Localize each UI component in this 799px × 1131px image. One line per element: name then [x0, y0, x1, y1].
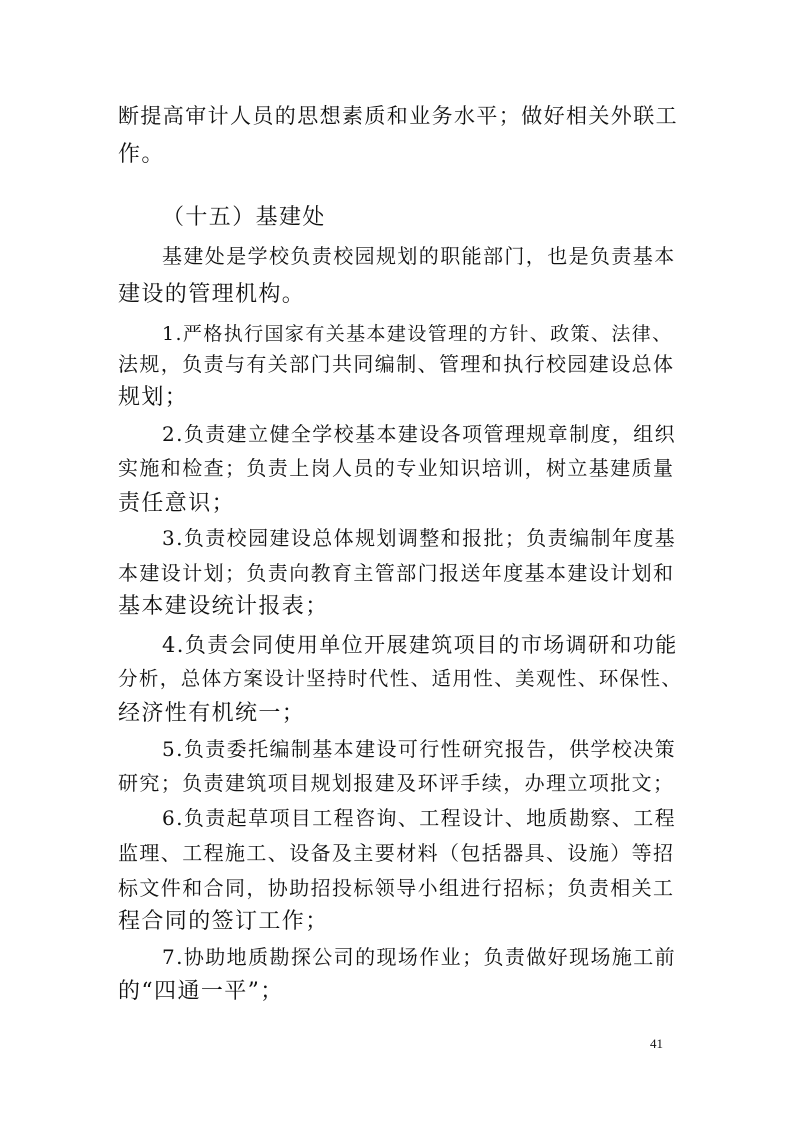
overview-line-1: 基建处是学校负责校园规划的职能部门，也是负责基本 [162, 244, 676, 268]
item-5-line-2: 研究；负责建筑项目规划报建及环评手续，办理立项批文； [118, 771, 675, 795]
intro-line-2: 作。 [118, 142, 165, 167]
item-7-line-2: 的“四通一平”； [118, 979, 284, 1004]
overview-line-2: 建设的管理机构。 [118, 282, 306, 307]
item-2-line-1: 2.负责建立健全学校基本建设各项管理规章制度，组织 [162, 422, 677, 446]
item-6-line-1: 6.负责起草项目工程咨询、工程设计、地质勘察、工程 [162, 806, 677, 830]
item-1-line-3: 规划； [118, 385, 189, 410]
item-6-line-3: 标文件和合同，协助招投标领导小组进行招标；负责相关工 [118, 876, 675, 900]
item-1-line-1: 1.严格执行国家有关基本建设管理的方针、政策、法律、 [162, 323, 673, 345]
intro-line-1: 断提高审计人员的思想素质和业务水平；做好相关外联工 [118, 104, 678, 128]
item-5-line-1: 5.负责委托编制基本建设可行性研究报告，供学校决策 [162, 737, 677, 761]
item-4-line-1: 4.负责会同使用单位开展建筑项目的市场调研和功能 [162, 633, 678, 657]
item-1-line-2: 法规，负责与有关部门共同编制、管理和执行校园建设总体 [118, 352, 675, 376]
item-7-line-1: 7.协助地质勘探公司的现场作业；负责做好现场施工前 [162, 945, 677, 969]
page-number: 41 [650, 1036, 663, 1051]
item-2-line-2: 实施和检查；负责上岗人员的专业知识培训，树立基建质量 [118, 456, 675, 480]
item-3-line-2: 本建设计划；负责向教育主管部门报送年度基本建设计划和 [118, 561, 675, 585]
item-6-line-4: 程合同的签订工作； [118, 909, 329, 934]
item-4-line-3: 经济性有机统一； [118, 701, 306, 726]
item-3-line-1: 3.负责校园建设总体规划调整和报批；负责编制年度基 [162, 526, 677, 550]
item-3-line-3: 基本建设统计报表； [118, 594, 329, 619]
item-6-line-2: 监理、工程施工、设备及主要材料（包括器具、设施）等招 [118, 841, 675, 865]
section-heading: （十五）基建处 [162, 205, 326, 230]
item-4-line-2: 分析，总体方案设计坚持时代性、适用性、美观性、环保性、 [118, 667, 683, 690]
item-2-line-3: 责任意识； [118, 491, 236, 516]
